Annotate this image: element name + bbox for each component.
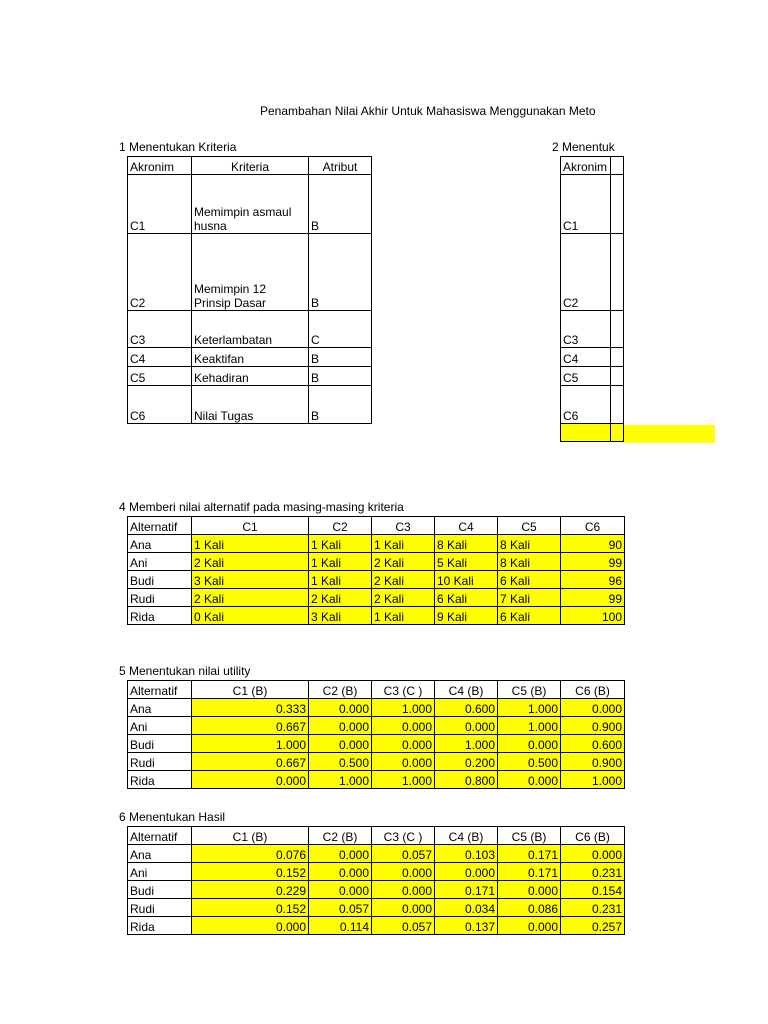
value-cell: 9 Kali (435, 607, 498, 625)
header-kriteria: Kriteria (192, 157, 309, 175)
utility-cell: 0.900 (561, 717, 625, 735)
utility-cell: 1.000 (309, 771, 372, 789)
value-cell: 2 Kali (372, 589, 435, 607)
result-table (127, 826, 625, 935)
weight-code: C6 (561, 386, 611, 424)
criteria-attribute: B (309, 367, 372, 386)
criteria-name: Kehadiran (192, 367, 309, 386)
utility-cell: 0.000 (561, 699, 625, 717)
section5-heading: 5 Menentukan nilai utility (119, 664, 251, 678)
alternative-name: Ana (128, 699, 192, 717)
utility-cell: 1.000 (372, 699, 435, 717)
utility-cell: 1.000 (192, 735, 309, 753)
alternative-name: Budi (128, 881, 192, 899)
table-row (128, 899, 625, 917)
header-c3: C3 (C ) (372, 827, 435, 845)
result-cell: 0.229 (192, 881, 309, 899)
table-row (128, 571, 625, 589)
alternative-name: Ani (128, 553, 192, 571)
value-cell: 1 Kali (372, 607, 435, 625)
result-cell: 0.171 (498, 863, 561, 881)
utility-cell: 0.000 (309, 735, 372, 753)
result-cell: 0.000 (561, 845, 625, 863)
criteria-code: C3 (128, 311, 192, 348)
utility-cell: 0.600 (435, 699, 498, 717)
result-cell: 0.000 (309, 881, 372, 899)
criteria-attribute: B (309, 175, 372, 234)
value-cell: 3 Kali (192, 571, 309, 589)
utility-cell: 0.000 (192, 771, 309, 789)
utility-cell: 0.800 (435, 771, 498, 789)
table-row (128, 753, 625, 771)
value-cell: 1 Kali (372, 535, 435, 553)
alternative-name: Rida (128, 771, 192, 789)
utility-cell: 0.000 (372, 753, 435, 771)
value-cell: 1 Kali (192, 535, 309, 553)
value-cell: 8 Kali (435, 535, 498, 553)
result-cell: 0.152 (192, 863, 309, 881)
alternative-name: Rudi (128, 589, 192, 607)
alternative-name: Ani (128, 717, 192, 735)
alternative-name: Ana (128, 535, 192, 553)
section1-heading: 1 Menentukan Kriteria (119, 140, 237, 154)
utility-cell: 0.667 (192, 717, 309, 735)
page-title: Penambahan Nilai Akhir Untuk Mahasiswa Menggunakan Meto (260, 104, 596, 118)
table-row (128, 699, 625, 717)
value-cell: 2 Kali (309, 589, 372, 607)
header-c4: C4 (B) (435, 681, 498, 699)
criteria-code: C1 (128, 175, 192, 234)
utility-cell: 1.000 (498, 717, 561, 735)
value-cell: 99 (561, 589, 625, 607)
result-cell: 0.103 (435, 845, 498, 863)
alternative-name: Rida (128, 917, 192, 935)
value-cell: 2 Kali (192, 553, 309, 571)
section2-table-clip (560, 156, 624, 445)
utility-cell: 0.000 (498, 735, 561, 753)
result-cell: 0.000 (435, 863, 498, 881)
value-cell: 7 Kali (498, 589, 561, 607)
utility-cell: 0.667 (192, 753, 309, 771)
result-cell: 0.171 (435, 881, 498, 899)
result-cell: 0.000 (372, 881, 435, 899)
weight-code: C3 (561, 311, 611, 348)
table-row (128, 845, 625, 863)
header-c4: C4 (435, 517, 498, 535)
alternative-name: Ani (128, 863, 192, 881)
table-row (128, 771, 625, 789)
alternative-name: Rudi (128, 899, 192, 917)
value-cell: 2 Kali (192, 589, 309, 607)
value-cell: 1 Kali (309, 553, 372, 571)
value-cell: 6 Kali (498, 607, 561, 625)
table-row (128, 535, 625, 553)
utility-cell: 1.000 (498, 699, 561, 717)
result-cell: 0.114 (309, 917, 372, 935)
value-cell: 96 (561, 571, 625, 589)
value-cell: 5 Kali (435, 553, 498, 571)
table-row (128, 735, 625, 753)
result-cell: 0.231 (561, 863, 625, 881)
header-c6: C6 (561, 517, 625, 535)
result-cell: 0.000 (309, 845, 372, 863)
result-cell: 0.057 (372, 845, 435, 863)
result-cell: 0.137 (435, 917, 498, 935)
weight-code: C4 (561, 348, 611, 367)
value-cell: 0 Kali (192, 607, 309, 625)
result-cell: 0.000 (498, 881, 561, 899)
value-cell: 6 Kali (498, 571, 561, 589)
result-cell: 0.152 (192, 899, 309, 917)
header-akronim: Akronim (561, 157, 611, 175)
alternative-values-table (127, 516, 625, 625)
value-cell: 6 Kali (435, 589, 498, 607)
result-cell: 0.000 (498, 917, 561, 935)
criteria-name: Keaktifan (192, 348, 309, 367)
value-cell: 8 Kali (498, 553, 561, 571)
criteria-name: Memimpin asmaul husna (192, 175, 309, 234)
table-row (128, 881, 625, 899)
header-c4: C4 (B) (435, 827, 498, 845)
result-cell: 0.000 (309, 863, 372, 881)
header-c2: C2 (B) (309, 827, 372, 845)
table-row (128, 589, 625, 607)
header-alternatif: Alternatif (128, 517, 192, 535)
value-cell: 1 Kali (309, 535, 372, 553)
section4-heading: 4 Memberi nilai alternatif pada masing-masing kriteria (119, 500, 404, 514)
table-row (128, 917, 625, 935)
utility-cell: 0.000 (309, 699, 372, 717)
criteria-name: Memimpin 12 Prinsip Dasar (192, 234, 309, 311)
header-c1: C1 (192, 517, 309, 535)
weight-code: C2 (561, 234, 611, 311)
weight-code: C1 (561, 175, 611, 234)
weight-table (560, 156, 624, 442)
result-cell: 0.057 (309, 899, 372, 917)
alternative-name: Rida (128, 607, 192, 625)
section2-heading: 2 Menentuk (552, 140, 615, 154)
criteria-attribute: B (309, 348, 372, 367)
utility-cell: 0.000 (435, 717, 498, 735)
header-c5: C5 (B) (498, 827, 561, 845)
result-cell: 0.257 (561, 917, 625, 935)
criteria-name: Nilai Tugas (192, 386, 309, 424)
header-c5: C5 (498, 517, 561, 535)
utility-cell: 0.900 (561, 753, 625, 771)
alternative-name: Budi (128, 571, 192, 589)
value-cell: 10 Kali (435, 571, 498, 589)
criteria-attribute: C (309, 311, 372, 348)
result-cell: 0.000 (372, 863, 435, 881)
result-cell: 0.076 (192, 845, 309, 863)
utility-table (127, 680, 625, 789)
criteria-code: C4 (128, 348, 192, 367)
section6-heading: 6 Menentukan Hasil (119, 810, 226, 824)
header-akronim: Akronim (128, 157, 192, 175)
criteria-code: C5 (128, 367, 192, 386)
header-c1: C1 (B) (192, 827, 309, 845)
utility-cell: 0.500 (309, 753, 372, 771)
utility-cell: 0.000 (309, 717, 372, 735)
utility-cell: 0.333 (192, 699, 309, 717)
utility-cell: 1.000 (561, 771, 625, 789)
value-cell: 90 (561, 535, 625, 553)
criteria-code: C6 (128, 386, 192, 424)
table-row (128, 863, 625, 881)
result-cell: 0.086 (498, 899, 561, 917)
result-cell: 0.154 (561, 881, 625, 899)
value-cell: 99 (561, 553, 625, 571)
table-row (128, 607, 625, 625)
utility-cell: 0.000 (372, 735, 435, 753)
table-row (128, 553, 625, 571)
header-c3: C3 (372, 517, 435, 535)
value-cell: 2 Kali (372, 571, 435, 589)
header-alternatif: Alternatif (128, 681, 192, 699)
value-cell: 1 Kali (309, 571, 372, 589)
utility-cell: 1.000 (435, 735, 498, 753)
result-cell: 0.171 (498, 845, 561, 863)
header-c6: C6 (B) (561, 827, 625, 845)
utility-cell: 1.000 (372, 771, 435, 789)
utility-cell: 0.500 (498, 753, 561, 771)
header-atribut: Atribut (309, 157, 372, 175)
highlight-cell (561, 424, 611, 442)
header-c1: C1 (B) (192, 681, 309, 699)
value-cell: 2 Kali (372, 553, 435, 571)
weight-code: C5 (561, 367, 611, 386)
header-c5: C5 (B) (498, 681, 561, 699)
highlight-bar (624, 425, 715, 443)
utility-cell: 0.000 (498, 771, 561, 789)
criteria-name: Keterlambatan (192, 311, 309, 348)
alternative-name: Budi (128, 735, 192, 753)
criteria-attribute: B (309, 234, 372, 311)
criteria-code: C2 (128, 234, 192, 311)
value-cell: 8 Kali (498, 535, 561, 553)
result-cell: 0.034 (435, 899, 498, 917)
result-cell: 0.231 (561, 899, 625, 917)
alternative-name: Rudi (128, 753, 192, 771)
utility-cell: 0.000 (372, 717, 435, 735)
result-cell: 0.057 (372, 917, 435, 935)
alternative-name: Ana (128, 845, 192, 863)
criteria-table (127, 156, 372, 424)
header-c2: C2 (309, 517, 372, 535)
header-c6: C6 (B) (561, 681, 625, 699)
header-alternatif: Alternatif (128, 827, 192, 845)
result-cell: 0.000 (372, 899, 435, 917)
value-cell: 100 (561, 607, 625, 625)
utility-cell: 0.600 (561, 735, 625, 753)
criteria-attribute: B (309, 386, 372, 424)
value-cell: 3 Kali (309, 607, 372, 625)
header-c2: C2 (B) (309, 681, 372, 699)
utility-cell: 0.200 (435, 753, 498, 771)
table-row (128, 717, 625, 735)
header-c3: C3 (C ) (372, 681, 435, 699)
result-cell: 0.000 (192, 917, 309, 935)
